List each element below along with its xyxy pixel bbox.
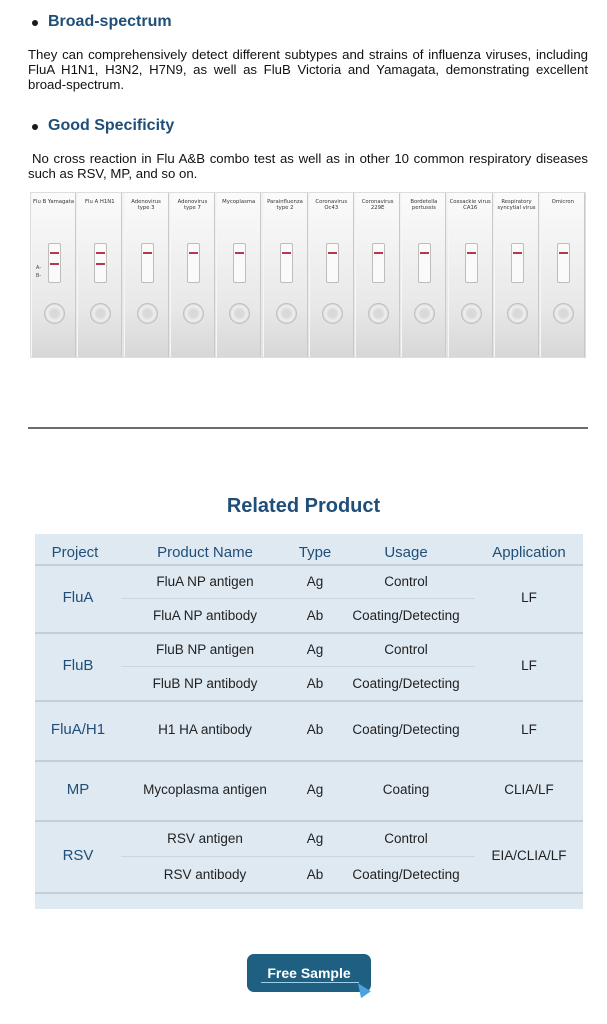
usage-cell: Control xyxy=(384,831,428,847)
test-cassette xyxy=(216,193,261,357)
cassette-label: Coronavirus 229E xyxy=(361,199,394,211)
test-cassette xyxy=(355,193,400,357)
marker-a-label: A- xyxy=(36,265,41,271)
test-cassette xyxy=(170,193,215,357)
sample-well xyxy=(276,303,297,324)
application-cell: EIA/CLIA/LF xyxy=(491,848,567,863)
project-cell: FluB xyxy=(62,657,94,674)
result-line xyxy=(96,252,105,254)
result-line xyxy=(143,252,152,254)
usage-cell: Control xyxy=(384,642,428,658)
table-row-divider xyxy=(35,892,583,894)
application-cell: LF xyxy=(521,722,537,737)
sample-well xyxy=(183,303,204,324)
cassette-label: Omicron xyxy=(551,199,574,205)
col-header-application: Application xyxy=(492,544,566,561)
usage-cell: Coating/Detecting xyxy=(352,722,460,737)
type-cell: Ag xyxy=(306,642,324,658)
product-name-cell: FluB NP antigen xyxy=(155,642,255,658)
sample-well xyxy=(507,303,528,324)
result-line xyxy=(513,252,522,254)
result-window xyxy=(326,243,339,283)
usage-cell: Coating/Detecting xyxy=(352,675,460,691)
product-name-cell: FluA NP antibody xyxy=(152,607,258,623)
result-window xyxy=(557,243,570,283)
cassette-label: Coxsackie virus CA16 xyxy=(449,199,491,211)
related-product-title: Related Product xyxy=(226,495,381,517)
section-divider xyxy=(28,427,588,429)
result-window xyxy=(233,243,246,283)
application-cell: LF xyxy=(521,658,537,673)
test-cassette xyxy=(77,193,122,357)
application-cell: CLIA/LF xyxy=(504,782,554,797)
sample-well xyxy=(368,303,389,324)
result-window xyxy=(141,243,154,283)
product-name-cell: RSV antibody xyxy=(163,866,247,882)
type-cell: Ag xyxy=(306,574,324,590)
result-window xyxy=(372,243,385,283)
usage-cell: Control xyxy=(384,574,428,590)
free-sample-button[interactable]: Free Sample xyxy=(247,954,371,992)
product-name-cell: Mycoplasma antigen xyxy=(143,782,267,797)
application-cell: LF xyxy=(521,590,537,605)
sample-well xyxy=(90,303,111,324)
col-header-usage: Usage xyxy=(384,544,428,561)
cassette-label: Flu B Yamagata xyxy=(33,199,74,205)
sample-well xyxy=(44,303,65,324)
product-name-cell: RSV antigen xyxy=(167,831,243,847)
test-cassettes-photo xyxy=(30,192,586,358)
sample-well xyxy=(553,303,574,324)
test-cassette xyxy=(309,193,354,357)
product-name-cell: H1 HA antibody xyxy=(158,722,252,737)
sample-well xyxy=(461,303,482,324)
test-cassette xyxy=(263,193,308,357)
related-product-table xyxy=(35,534,583,909)
type-cell: Ab xyxy=(306,607,324,623)
type-cell: Ab xyxy=(306,866,324,882)
test-cassette xyxy=(494,193,539,357)
cassette-label: Coronavirus Oc43 xyxy=(315,199,348,211)
col-header-project: Project xyxy=(51,544,99,561)
good-specificity-text: No cross reaction in Flu A&B combo test as well as in other 10 common respiratory diseases such as RSV, MP, and so on. xyxy=(28,151,588,181)
product-name-cell: FluA NP antigen xyxy=(156,574,254,590)
cassette-label: Adenovirus type 7 xyxy=(177,199,208,211)
table-row-divider xyxy=(35,760,583,762)
col-header-type: Type xyxy=(298,544,332,561)
result-window xyxy=(187,243,200,283)
cassette-label: Respiratory syncytial virus xyxy=(497,199,536,211)
result-line xyxy=(559,252,568,254)
result-line xyxy=(374,252,383,254)
cassette-label: Adenovirus type 3 xyxy=(131,199,161,211)
result-line xyxy=(96,263,105,265)
cassette-label: Bordetella pertussis xyxy=(410,199,438,211)
test-cassette xyxy=(448,193,493,357)
type-cell: Ag xyxy=(306,831,324,847)
marker-b-label: B- xyxy=(36,273,41,279)
project-cell: RSV xyxy=(62,847,94,864)
broad-spectrum-text: They can comprehensively detect different subtypes and strains of influenza viruses, including FluA H1N1, H3N2, H7N9, as well as FluB Victoria and Yamagata, demonstrating excellent broad-spectrum. xyxy=(28,47,588,92)
test-cassette xyxy=(124,193,169,357)
test-cassette xyxy=(540,193,585,357)
col-header-product-name: Product Name xyxy=(157,544,253,561)
test-cassette xyxy=(401,193,446,357)
result-window xyxy=(48,243,61,283)
sub-row-divider xyxy=(121,598,475,599)
project-cell: FluA/H1 xyxy=(50,721,106,738)
usage-cell: Coating/Detecting xyxy=(352,866,460,882)
sub-row-divider xyxy=(121,856,475,857)
project-cell: MP xyxy=(66,781,90,798)
cassette-label: Mycoplasma xyxy=(222,199,256,205)
table-row-divider xyxy=(35,820,583,822)
sample-well xyxy=(229,303,250,324)
table-row-divider xyxy=(35,700,583,702)
usage-cell: Coating/Detecting xyxy=(352,607,460,623)
result-window xyxy=(418,243,431,283)
result-window xyxy=(465,243,478,283)
result-line xyxy=(420,252,429,254)
sample-well xyxy=(414,303,435,324)
broad-spectrum-heading: Broad-spectrum xyxy=(48,13,172,31)
cassette-label: Flu A H1N1 xyxy=(85,199,115,205)
type-cell: Ab xyxy=(306,722,324,737)
result-window xyxy=(94,243,107,283)
sample-well xyxy=(322,303,343,324)
result-line xyxy=(282,252,291,254)
button-underline xyxy=(261,982,359,983)
result-window xyxy=(511,243,524,283)
project-cell: FluA xyxy=(62,589,94,606)
result-line xyxy=(235,252,244,254)
bullet-icon xyxy=(32,20,38,26)
table-row-divider xyxy=(35,564,583,566)
result-line xyxy=(50,263,59,265)
result-line xyxy=(328,252,337,254)
product-name-cell: FluB NP antibody xyxy=(152,675,258,691)
sub-row-divider xyxy=(121,666,475,667)
usage-cell: Coating xyxy=(382,782,430,797)
type-cell: Ab xyxy=(306,675,324,691)
result-line xyxy=(189,252,198,254)
type-cell: Ag xyxy=(306,782,324,797)
table-row-divider xyxy=(35,632,583,634)
sample-well xyxy=(137,303,158,324)
result-line xyxy=(467,252,476,254)
result-window xyxy=(280,243,293,283)
good-specificity-heading: Good Specificity xyxy=(48,117,174,135)
test-cassette xyxy=(31,193,76,357)
bullet-icon xyxy=(32,124,38,130)
result-line xyxy=(50,252,59,254)
cassette-label: Parainfluenza type 2 xyxy=(267,199,303,211)
